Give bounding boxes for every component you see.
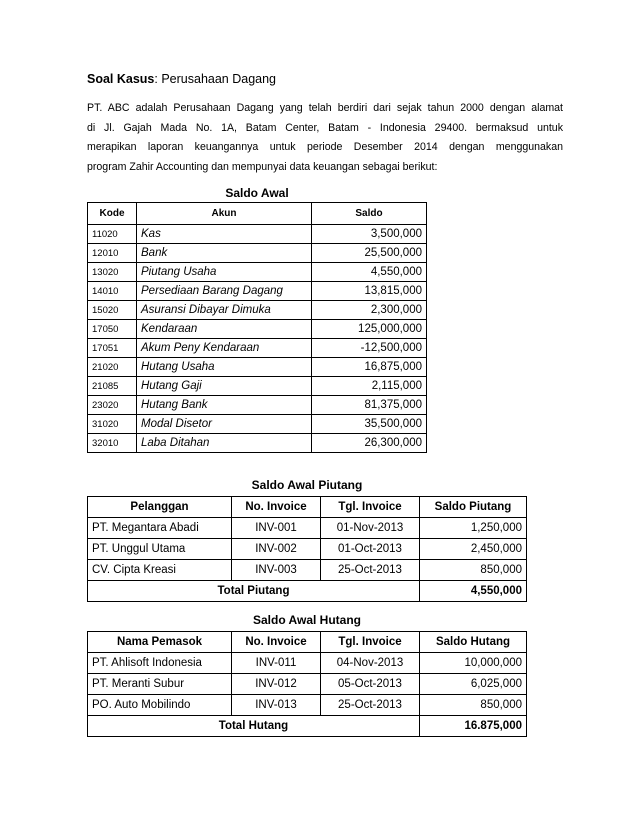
column-header-saldo-hutang: Saldo Hutang [420, 632, 527, 653]
table-row [88, 282, 427, 301]
akun-cell: Hutang Bank [137, 396, 312, 415]
column-header-nama-pemasok: Nama Pemasok [88, 632, 232, 653]
kode-cell: 21020 [88, 358, 137, 377]
saldo-piutang-title: Saldo Awal Piutang [251, 478, 363, 492]
table-row [88, 560, 527, 581]
invoice-number-cell: INV-012 [232, 674, 321, 695]
case-heading-title: : Perusahaan Dagang [154, 72, 277, 86]
table-row [88, 377, 427, 396]
total-hutang-value: 16.875,000 [420, 716, 527, 737]
column-header-tgl-invoice: Tgl. Invoice [321, 497, 420, 518]
total-piutang-value: 4,550,000 [420, 581, 527, 602]
kode-cell: 11020 [88, 225, 137, 244]
kode-cell: 12010 [88, 244, 137, 263]
total-row [88, 581, 527, 602]
invoice-date-cell: 25-Oct-2013 [321, 560, 420, 581]
invoice-number-cell: INV-011 [232, 653, 321, 674]
saldo-cell: 25,500,000 [312, 244, 427, 263]
invoice-date-cell: 25-Oct-2013 [321, 695, 420, 716]
table-row [88, 263, 427, 282]
column-header-kode: Kode [88, 203, 137, 225]
akun-cell: Hutang Gaji [137, 377, 312, 396]
table-row [88, 225, 427, 244]
saldo-cell: 35,500,000 [312, 415, 427, 434]
saldo-awal-body [88, 225, 427, 453]
pelanggan-cell: CV. Cipta Kreasi [88, 560, 232, 581]
invoice-date-cell: 01-Oct-2013 [321, 539, 420, 560]
intro-line: program Zahir Accounting dan mempunyai data keuangan sebagai berikut: [87, 160, 438, 173]
saldo-piutang-table [87, 496, 527, 602]
akun-cell: Kendaraan [137, 320, 312, 339]
saldo-piutang-cell: 850,000 [420, 560, 527, 581]
akun-cell: Hutang Usaha [137, 358, 312, 377]
invoice-number-cell: INV-002 [232, 539, 321, 560]
akun-cell: Bank [137, 244, 312, 263]
intro-line: di Jl. Gajah Mada No. 1A, Batam Center, Batam - Indonesia 29400. bermaksud untuk [87, 121, 563, 134]
column-header-saldo: Saldo [312, 203, 427, 225]
column-header-tgl-invoice: Tgl. Invoice [321, 632, 420, 653]
akun-cell: Kas [137, 225, 312, 244]
saldo-piutang-cell: 2,450,000 [420, 539, 527, 560]
saldo-cell: 3,500,000 [312, 225, 427, 244]
intro-line: PT. ABC adalah Perusahaan Dagang yang telah berdiri dari sejak tahun 2000 dengan alamat [87, 102, 563, 114]
invoice-date-cell: 01-Nov-2013 [321, 518, 420, 539]
saldo-cell: 13,815,000 [312, 282, 427, 301]
akun-cell: Akum Peny Kendaraan [137, 339, 312, 358]
saldo-cell: -12,500,000 [312, 339, 427, 358]
table-row [88, 518, 527, 539]
invoice-date-cell: 05-Oct-2013 [321, 674, 420, 695]
total-hutang-label: Total Hutang [88, 716, 420, 737]
saldo-cell: 26,300,000 [312, 434, 427, 453]
table-row [88, 539, 527, 560]
saldo-hutang-cell: 10,000,000 [420, 653, 527, 674]
kode-cell: 23020 [88, 396, 137, 415]
kode-cell: 13020 [88, 263, 137, 282]
saldo-cell: 4,550,000 [312, 263, 427, 282]
akun-cell: Piutang Usaha [137, 263, 312, 282]
saldo-cell: 125,000,000 [312, 320, 427, 339]
kode-cell: 21085 [88, 377, 137, 396]
akun-cell: Persediaan Barang Dagang [137, 282, 312, 301]
akun-cell: Laba Ditahan [137, 434, 312, 453]
saldo-cell: 2,115,000 [312, 377, 427, 396]
akun-cell: Modal Disetor [137, 415, 312, 434]
saldo-cell: 81,375,000 [312, 396, 427, 415]
table-header-row [88, 497, 527, 518]
saldo-hutang-title: Saldo Awal Hutang [252, 613, 361, 627]
saldo-hutang-cell: 850,000 [420, 695, 527, 716]
case-heading [87, 72, 276, 86]
pemasok-cell: PT. Meranti Subur [88, 674, 232, 695]
table-header-row [88, 203, 427, 225]
table-row [88, 301, 427, 320]
column-header-no-invoice: No. Invoice [232, 632, 321, 653]
saldo-awal-table [87, 202, 427, 453]
kode-cell: 14010 [88, 282, 137, 301]
invoice-number-cell: INV-001 [232, 518, 321, 539]
invoice-number-cell: INV-003 [232, 560, 321, 581]
table-row [88, 396, 427, 415]
invoice-number-cell: INV-013 [232, 695, 321, 716]
table-row [88, 415, 427, 434]
column-header-no-invoice: No. Invoice [232, 497, 321, 518]
kode-cell: 17050 [88, 320, 137, 339]
saldo-cell: 16,875,000 [312, 358, 427, 377]
pemasok-cell: PT. Ahlisoft Indonesia [88, 653, 232, 674]
saldo-piutang-cell: 1,250,000 [420, 518, 527, 539]
invoice-date-cell: 04-Nov-2013 [321, 653, 420, 674]
intro-line: merapikan laporan keuangannya untuk periode Desember 2014 dengan menggunakan [87, 141, 563, 153]
pelanggan-cell: PT. Megantara Abadi [88, 518, 232, 539]
column-header-pelanggan: Pelanggan [88, 497, 232, 518]
saldo-awal-title: Saldo Awal [225, 186, 289, 200]
column-header-akun: Akun [137, 203, 312, 225]
pelanggan-cell: PT. Unggul Utama [88, 539, 232, 560]
table-row [88, 339, 427, 358]
saldo-piutang-body [88, 518, 527, 581]
table-row [88, 358, 427, 377]
kode-cell: 31020 [88, 415, 137, 434]
pemasok-cell: PO. Auto Mobilindo [88, 695, 232, 716]
table-row [88, 653, 527, 674]
kode-cell: 15020 [88, 301, 137, 320]
total-piutang-label: Total Piutang [88, 581, 420, 602]
column-header-saldo-piutang: Saldo Piutang [420, 497, 527, 518]
total-row [88, 716, 527, 737]
saldo-hutang-cell: 6,025,000 [420, 674, 527, 695]
table-row [88, 434, 427, 453]
table-row [88, 674, 527, 695]
kode-cell: 32010 [88, 434, 137, 453]
case-heading-label: Soal Kasus [87, 72, 155, 86]
akun-cell: Asuransi Dibayar Dimuka [137, 301, 312, 320]
table-row [88, 320, 427, 339]
table-header-row [88, 632, 527, 653]
saldo-cell: 2,300,000 [312, 301, 427, 320]
table-row [88, 244, 427, 263]
table-row [88, 695, 527, 716]
saldo-hutang-body [88, 653, 527, 716]
kode-cell: 17051 [88, 339, 137, 358]
intro-paragraph [87, 99, 563, 177]
saldo-hutang-table [87, 631, 527, 737]
